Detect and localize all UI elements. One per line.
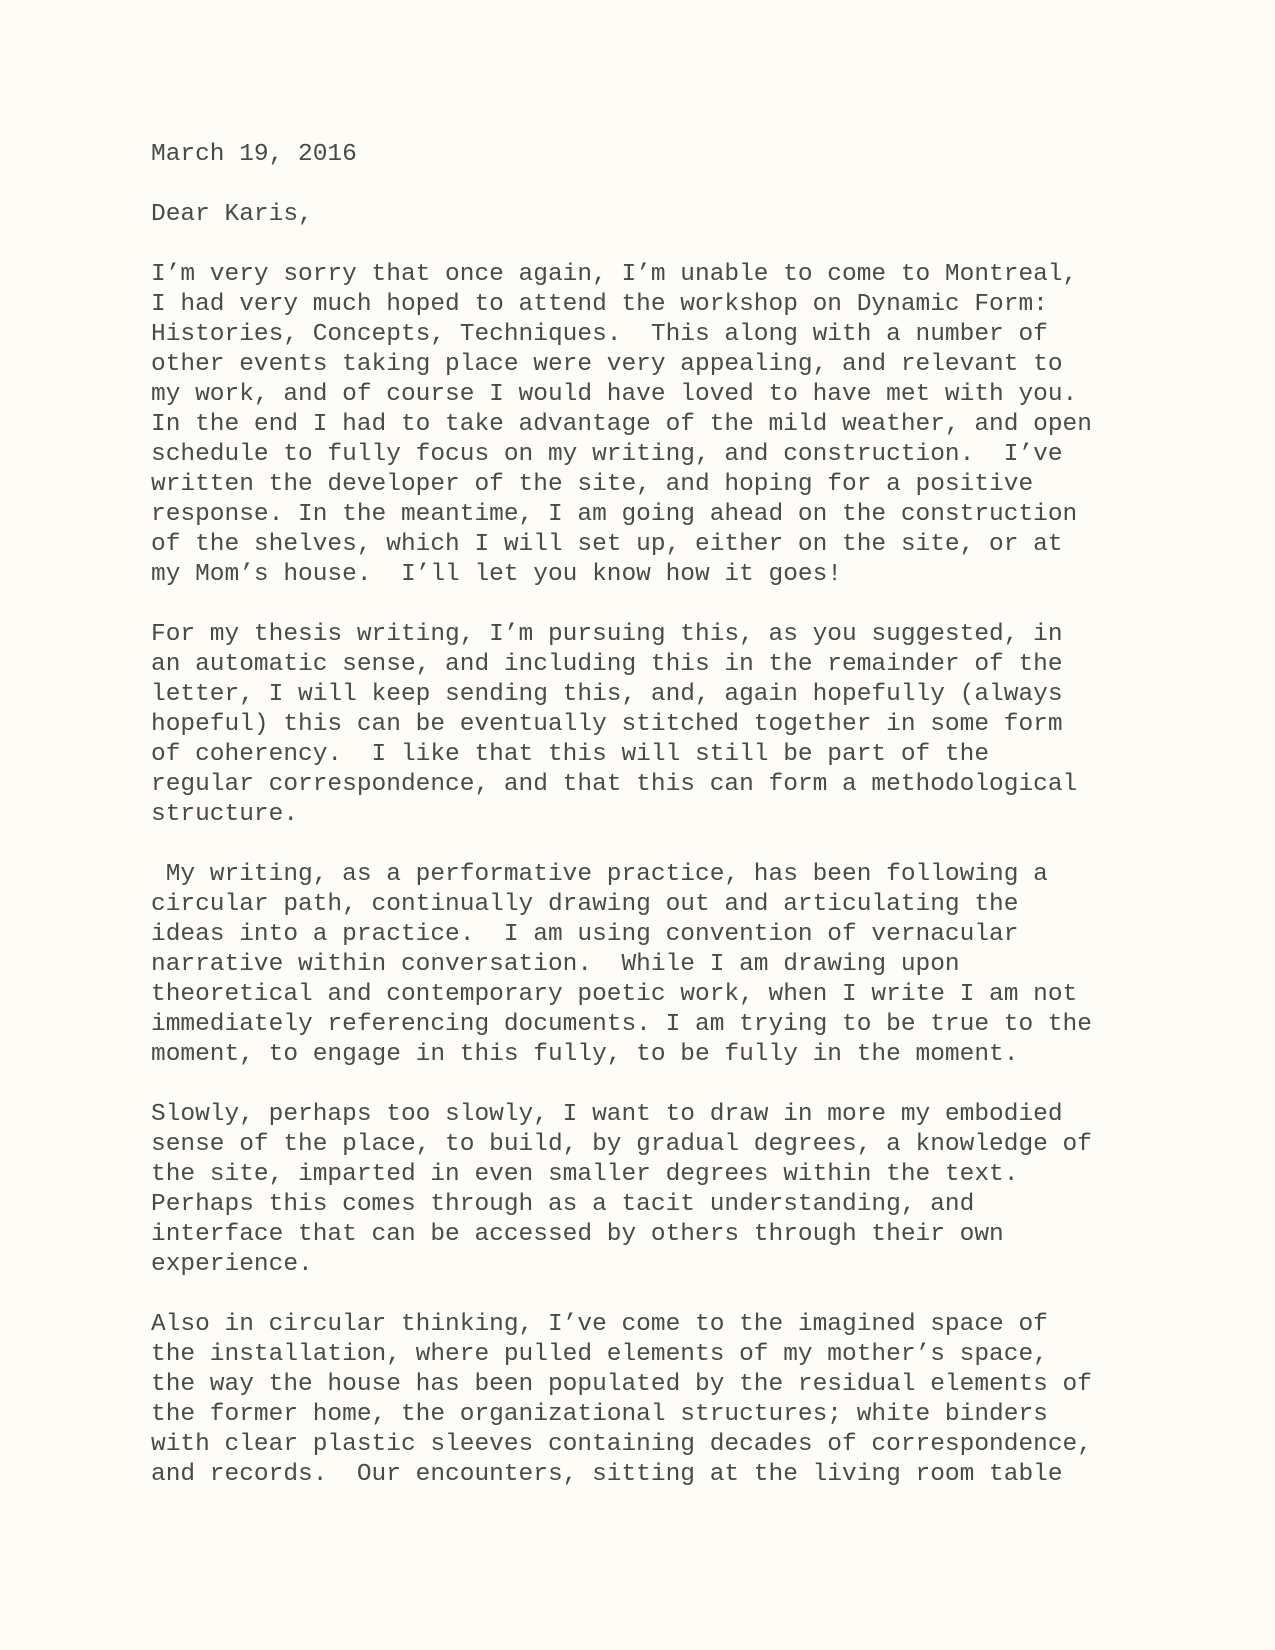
paragraph-line: Also in circular thinking, I’ve come to the imagined space of — [151, 1311, 1048, 1338]
paragraph-line: the way the house has been populated by the residual elements of — [151, 1371, 1092, 1398]
letter-date: March 19, 2016 — [151, 141, 357, 168]
paragraph-line: with clear plastic sleeves containing decades of correspondence, — [151, 1431, 1092, 1458]
letter-paragraph — [151, 860, 1151, 1070]
paragraph-line: experience. — [151, 1251, 313, 1278]
paragraph-line: letter, I will keep sending this, and, again hopefully (always — [151, 681, 1063, 708]
paragraph-line: I’m very sorry that once again, I’m unable to come to Montreal, — [151, 261, 1078, 288]
paragraph-line: circular path, continually drawing out and articulating the — [151, 891, 1019, 918]
paragraph-line: interface that can be accessed by others through their own — [151, 1221, 1004, 1248]
paragraph-line: my work, and of course I would have loved to have met with you. — [151, 381, 1078, 408]
paragraph-line: immediately referencing documents. I am trying to be true to the — [151, 1011, 1092, 1038]
letter-body — [151, 140, 1151, 1520]
paragraph-line: I had very much hoped to attend the workshop on Dynamic Form: — [151, 291, 1048, 318]
paragraph-line: Slowly, perhaps too slowly, I want to draw in more my embodied — [151, 1101, 1063, 1128]
paragraph-line: moment, to engage in this fully, to be fully in the moment. — [151, 1041, 1019, 1068]
letter-paragraph — [151, 620, 1151, 830]
paragraph-line: regular correspondence, and that this can form a methodological — [151, 771, 1078, 798]
letter-paragraphs — [151, 260, 1151, 1490]
paragraph-line: For my thesis writing, I’m pursuing this, as you suggested, in — [151, 621, 1063, 648]
paragraph-line: my Mom’s house. I’ll let you know how it goes! — [151, 561, 843, 588]
paragraph-line: theoretical and contemporary poetic work, when I write I am not — [151, 981, 1078, 1008]
paragraph-line: an automatic sense, and including this in the remainder of the — [151, 651, 1063, 678]
paragraph-line: schedule to fully focus on my writing, and construction. I’ve — [151, 441, 1063, 468]
paragraph-line: the site, imparted in even smaller degrees within the text. — [151, 1161, 1019, 1188]
paragraph-line: Histories, Concepts, Techniques. This along with a number of — [151, 321, 1048, 348]
paragraph-line: the installation, where pulled elements of my mother’s space, — [151, 1341, 1048, 1368]
paragraph-line: the former home, the organizational structures; white binders — [151, 1401, 1048, 1428]
paragraph-line: of coherency. I like that this will still be part of the — [151, 741, 990, 768]
paragraph-line: and records. Our encounters, sitting at the living room table — [151, 1461, 1063, 1488]
letter-paragraph — [151, 1100, 1151, 1280]
paragraph-line: hopeful) this can be eventually stitched together in some form — [151, 711, 1063, 738]
paragraph-line: response. In the meantime, I am going ahead on the construction — [151, 501, 1078, 528]
paragraph-line: Perhaps this comes through as a tacit understanding, and — [151, 1191, 975, 1218]
paragraph-line: ideas into a practice. I am using convention of vernacular — [151, 921, 1019, 948]
letter-paragraph — [151, 260, 1151, 590]
paragraph-line: written the developer of the site, and hoping for a positive — [151, 471, 1034, 498]
paragraph-line: sense of the place, to build, by gradual degrees, a knowledge of — [151, 1131, 1092, 1158]
letter-paragraph — [151, 1310, 1151, 1490]
paragraph-line: of the shelves, which I will set up, either on the site, or at — [151, 531, 1063, 558]
paragraph-line: In the end I had to take advantage of the mild weather, and open — [151, 411, 1092, 438]
letter-salutation: Dear Karis, — [151, 201, 313, 228]
paragraph-line: narrative within conversation. While I am drawing upon — [151, 951, 960, 978]
paragraph-line: structure. — [151, 801, 299, 828]
paragraph-line: other events taking place were very appealing, and relevant to — [151, 351, 1063, 378]
paragraph-line: My writing, as a performative practice, has been following a — [151, 861, 1048, 888]
